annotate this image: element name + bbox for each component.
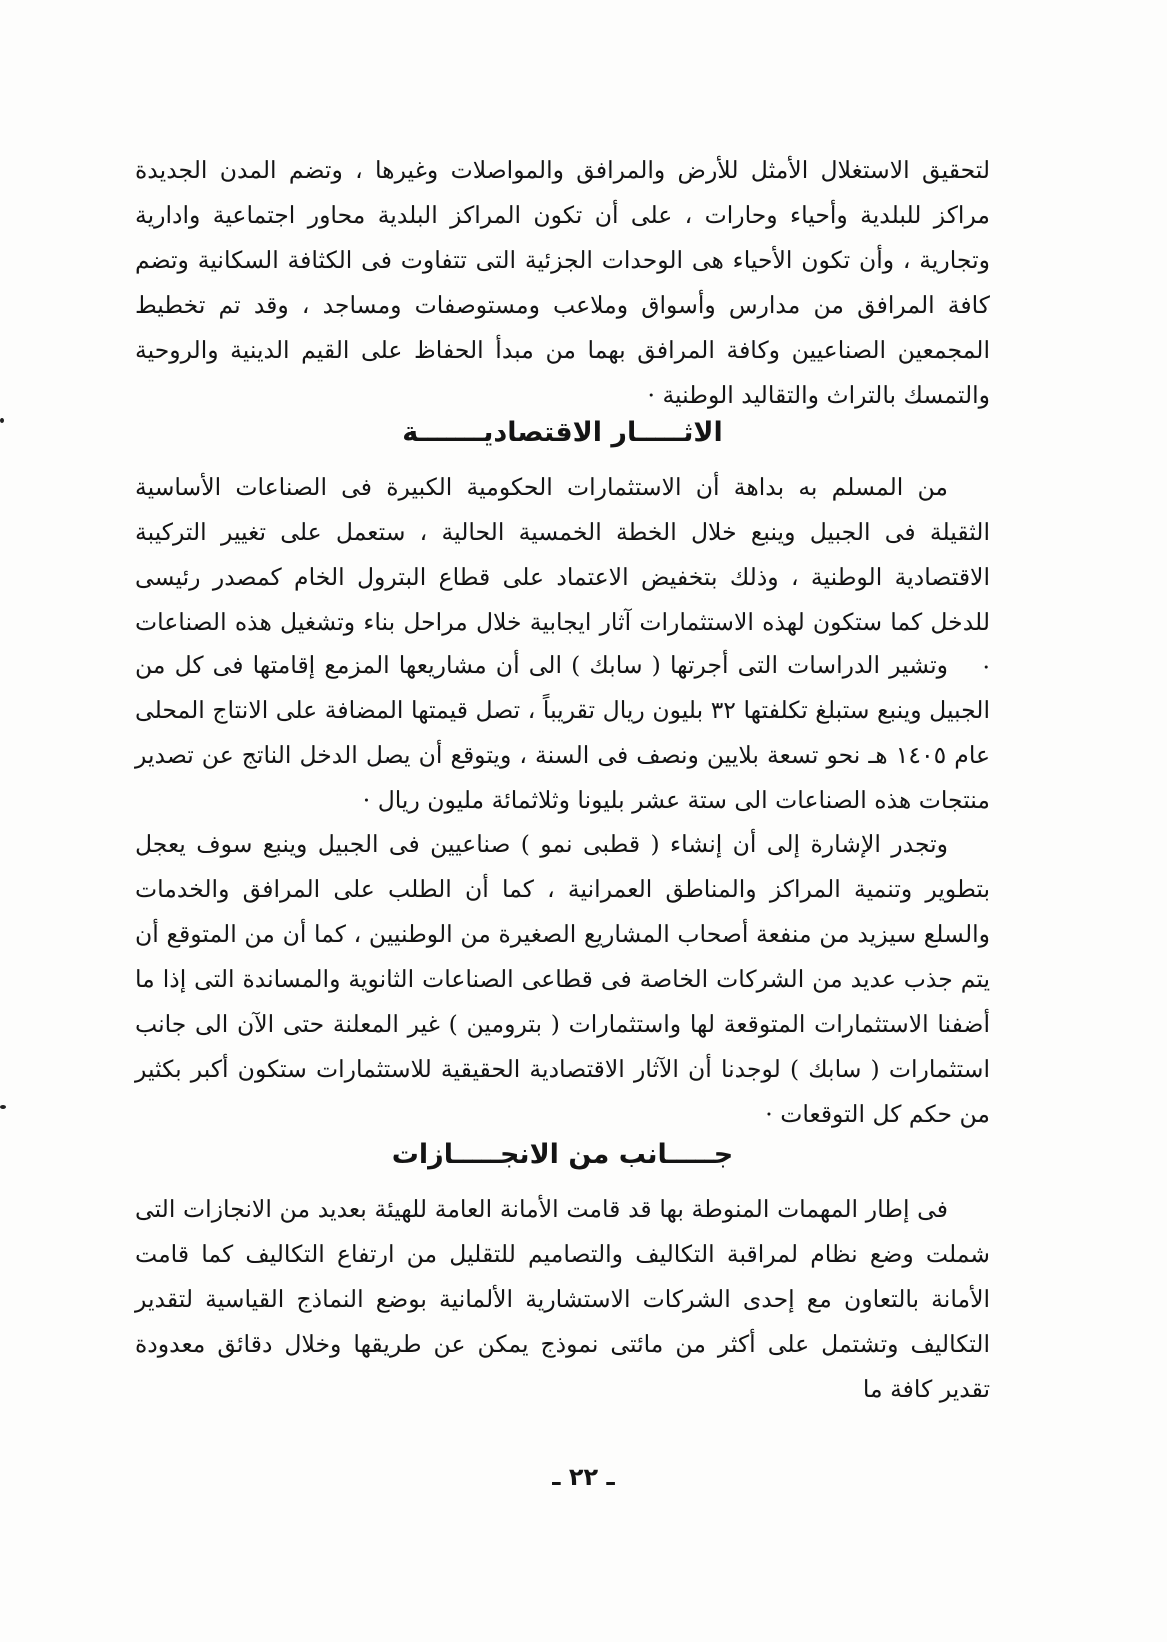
page-number: ـ ٢٢ ـ <box>552 1463 615 1491</box>
paragraph-sabic-studies: وتشير الدراسات التى أجرتها ( سابك ) الى أن مشاريعها المزمع إقامتها فى كل من الجبيل وينبع ستبلغ تكلفتها ٣٢ بليون ريال تقريباً ، تصل قيمتها المضافة على الانتاج المحلى عام ١٤٠٥ هـ نحو تسعة بلايين ونصف فى السنة ، ويتوقع أن يصل الدخل الناتج عن تصدير منتجات هذه الصناعات الى ستة عشر بليونا وثلاثمائة مليون ريال · <box>135 651 990 814</box>
heading-achievements: جـــــانب من الانجـــــازات <box>391 1139 734 1170</box>
heading-economic-effects: الاثـــــار الاقتصاديـــــــة <box>402 417 723 448</box>
scan-mark <box>0 418 4 423</box>
paragraph-urban-planning: لتحقيق الاستغلال الأمثل للأرض والمرافق والمواصلات وغيرها ، وتضم المدن الجديدة مراكز للبلدية وأحياء وحارات ، على أن تكون المراكز البلدية محاور اجتماعية وادارية وتجارية ، وأن تكون الأحياء هى الوحدات الجزئية التى تتفاوت فى الكثافة السكانية وتضم كافة المرافق من مدارس وأسواق وملاعب ومستوصفات ومساجد ، وقد تم تخطيط المجمعين الصناعيين وكافة المرافق بهما من مبدأ الحفاظ على القيم الدينية والروحية والتمسك بالتراث والتقاليد الوطنية · <box>135 156 990 409</box>
scan-mark <box>0 1105 6 1109</box>
paragraph-growth-poles: وتجدر الإشارة إلى أن إنشاء ( قطبى نمو ) صناعيين فى الجبيل وينبع سوف يعجل بتطوير وتنمية المراكز والمناطق العمرانية ، كما أن الطلب على المرافق والخدمات والسلع سيزيد من منفعة أصحاب المشاريع الصغيرة من الوطنيين ، كما أن من المتوقع أن يتم جذب عديد من الشركات الخاصة فى قطاعى الصناعات الثانوية والمساندة التى إذا ما أضفنا الاستثمارات المتوقعة لها واستثمارات ( بترومين ) غير المعلنة حتى الآن الى جانب استثمارات ( سابك ) لوجدنا أن الآثار الاقتصادية الحقيقية للاستثمارات ستكون أكبر بكثير من حكم كل التوقعات · <box>135 830 990 1128</box>
paragraph-government-investments: من المسلم به بداهة أن الاستثمارات الحكومية الكبيرة فى الصناعات الأساسية الثقيلة فى الجبيل وينبع خلال الخطة الخمسية الحالية ، ستعمل على تغيير التركيبة الاقتصادية الوطنية ، وذلك بتخفيض الاعتماد على قطاع البترول الخام كمصدر رئيسى للدخل كما ستكون لهذه الاستثمارات آثار ايجابية خلال مراحل بناء وتشغيل هذه الصناعات · <box>135 473 990 681</box>
paragraph-general-secretariat: فى إطار المهمات المنوطة بها قد قامت الأمانة العامة للهيئة بعديد من الانجازات التى شملت وضع نظام لمراقبة التكاليف والتصاميم للتقليل من ارتفاع التكاليف كما قامت الأمانة بالتعاون مع إحدى الشركات الاستشارية الألمانية بوضع النماذج القياسية لتقدير التكاليف وتشتمل على أكثر من مائتى نموذج يمكن عن طريقها وخلال دقائق معدودة تقدير كافة ما <box>135 1195 990 1403</box>
